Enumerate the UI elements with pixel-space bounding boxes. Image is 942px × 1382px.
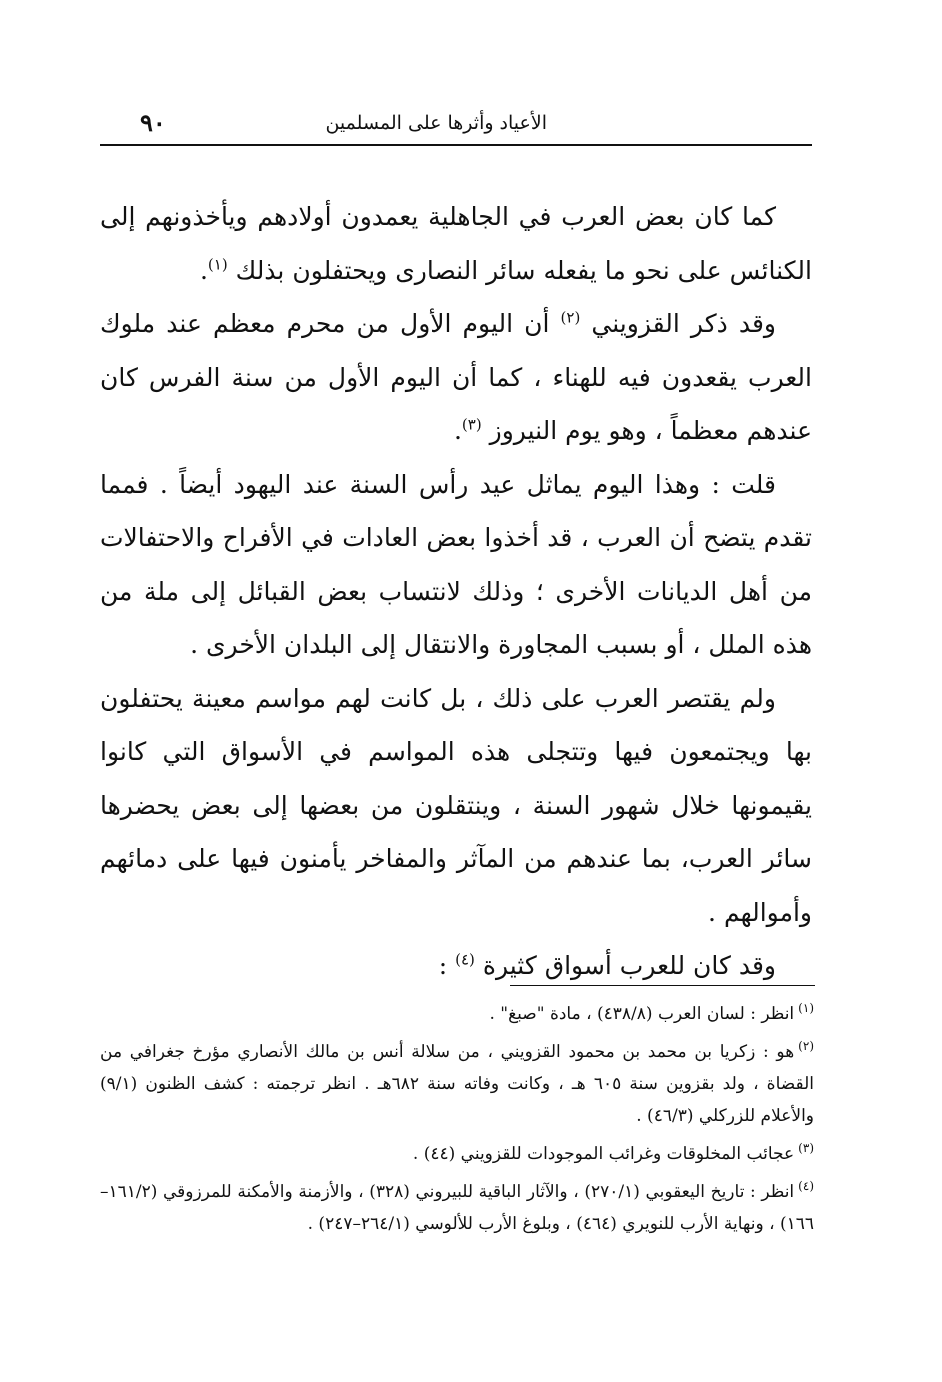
footnote-ref-2: (٢) [560,308,581,327]
footnote-number: (١) [798,1001,814,1016]
footnote-number: (٤) [798,1179,814,1194]
footnote-ref-4: (٤) [455,950,475,969]
footnote-divider [510,985,815,986]
footnote-4 [100,1176,814,1240]
footnote-text: انظر : لسان العرب (٤٣٨/٨) ، مادة "صبغ" . [489,1004,795,1024]
paragraph-3: قلت : وهذا اليوم يماثل عيد رأس السنة عند اليهود أيضاً . فمما تقدم يتضح أن العرب ، قد أخذوا بعض العادات في الأفراح والاحتفالات من أهل الديانات الأخرى ؛ وذلك لانتساب بعض القبائل إلى ملة من هذه الملل ، أو بسبب المجاورة والانتقال إلى البلدان الأخرى . [100,469,812,659]
footnote-2 [100,1036,814,1132]
paragraph-2: وقد ذكر القزويني $^{(٢)}$ أن اليوم الأول من محرم معظم عند ملوك العرب يقعدون فيه للهناء ، كما أن اليوم الأول من سنة الفرس كان عندهم معظماً ، وهو يوم النيروز $^{(٣)}$. [100,308,812,445]
footnote-number: (٣) [798,1141,814,1156]
page-header [100,108,812,146]
running-title: الأعياد وأثرها على المسلمين [325,112,547,134]
footnote-number: (٢) [798,1039,814,1054]
paragraph-1: كما كان بعض العرب في الجاهلية يعمدون أولادهم ويأخذونهم إلى الكنائس على نحو ما يفعله سائر النصارى ويحتفلون بذلك $^{(١)}$. [100,202,812,285]
footnote-3 [100,1138,814,1170]
paragraph-4: ولم يقتصر العرب على ذلك ، بل كانت لهم مواسم معينة يحتفلون بها ويجتمعون فيها وتتجلى هذه المواسم في الأسواق التي كانوا يقيمونها خلال شهور السنة ، وينتقلون من بعضها إلى بعض يحضرها سائر العرب، بما عندهم من المآثر والمفاخر يأمنون فيها على دمائهم وأموالهم . [100,683,812,927]
main-text [100,190,812,993]
footnotes [100,998,814,1246]
footnote-text: عجائب المخلوقات وغرائب الموجودات للقزويني (٤٤) . [412,1144,795,1164]
footnote-text: هو : زكريا بن محمد بن محمود القزويني ، من سلالة أنس بن مالك الأنصاري مؤرخ جغرافي من القضاة ، ولد بقزوين سنة ٦٠٥ هـ ، وكانت وفاته سنة ٦٨٢هـ . انظر ترجمته : كشف الظنون (٩/١) والأعلام للزركلي (٤٦/٣) . [100,1042,815,1126]
footnote-1 [100,998,814,1030]
paragraph-5: وقد كان للعرب أسواق كثيرة $^{(٤)}$ : [438,950,776,980]
footnote-text: انظر : تاريخ اليعقوبي (٢٧٠/١) ، والآثار الباقية للبيروني (٣٢٨) ، والأزمنة والأمكنة للمرزوقي (١٦١/٢–١٦٦) ، ونهاية الأرب للنويري (٤٦٤) ، وبلوغ الأرب للألوسي (٢٦٤/١–٢٤٧) . [100,1182,814,1234]
footnote-ref-3: (٣) [461,415,482,434]
footnote-ref-1: (١) [207,255,228,274]
page-number: ٩٠ [140,108,166,137]
